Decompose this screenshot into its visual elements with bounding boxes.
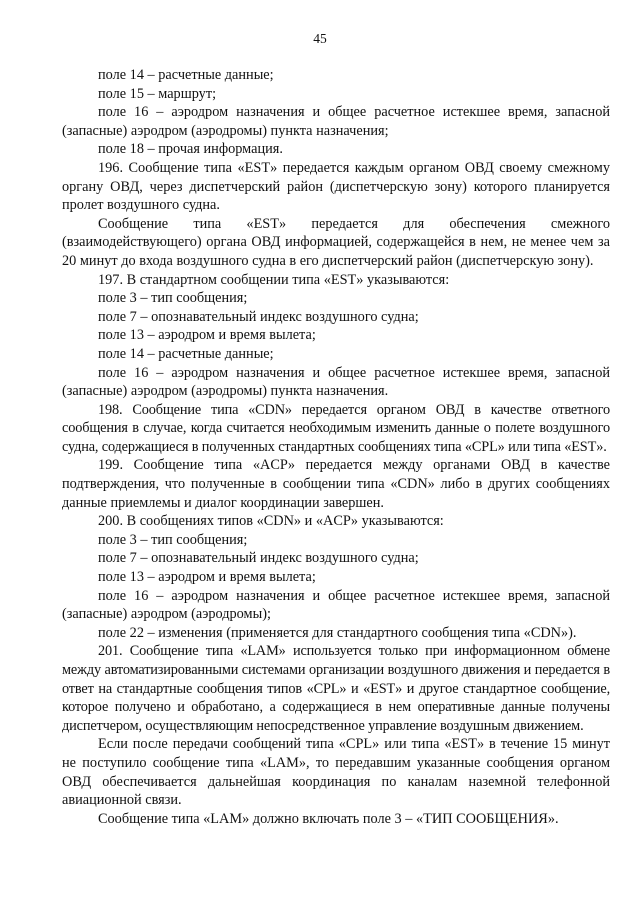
paragraph-200-field-16: поле 16 – аэродром назначения и общее расчетное истекшее время, запасной (запасные) аэродром (аэродромы); bbox=[62, 587, 610, 623]
paragraph-field-15: поле 15 – маршрут; bbox=[98, 85, 217, 102]
paragraph-197-field-16: поле 16 – аэродром назначения и общее расчетное истекшее время, запасной (запасные) аэродром (аэродромы) пункта назначения. bbox=[62, 364, 610, 400]
paragraph-201: 201. Сообщение типа «LAM» используется только при информационном обмене между автоматизированными системами организации воздушного движения и передается в ответ на стандартные сообщения типов «CPL» и «EST» и другое стандартное сообщение, которое получено и обработано, а содержащиеся в нем оперативные данные получены диспетчером, осуществляющим непосредственное управление воздушным движением. bbox=[62, 643, 610, 734]
paragraph-197: 197. В стандартном сообщении типа «EST» указываются: bbox=[98, 271, 450, 288]
paragraph-200-field-7: поле 7 – опознавательный индекс воздушного судна; bbox=[98, 550, 419, 567]
paragraph-199: 199. Сообщение типа «ACP» передается между органами ОВД в качестве подтверждения, что полученные в сообщении типа «CDN» либо в других сообщениях данные приемлемы и диалог координации завершен. bbox=[62, 457, 610, 511]
paragraph-200-field-13: поле 13 – аэродром и время вылета; bbox=[98, 569, 316, 586]
document-body bbox=[62, 66, 610, 828]
paragraph-field-14: поле 14 – расчетные данные; bbox=[98, 67, 274, 83]
paragraph-197-field-3: поле 3 – тип сообщения; bbox=[98, 290, 248, 307]
paragraph-est-timing: Сообщение типа «EST» передается для обеспечения смежного (взаимодействующего) органа ОВД информацией, содержащейся в нем, не менее чем за 20 минут до входа воздушного судна в его диспетчерский район (диспетчерскую зону). bbox=[62, 215, 610, 269]
paragraph-197-field-13: поле 13 – аэродром и время вылета; bbox=[98, 327, 316, 344]
paragraph-197-field-14: поле 14 – расчетные данные; bbox=[98, 345, 274, 362]
paragraph-field-16: поле 16 – аэродром назначения и общее расчетное истекшее время, запасной (запасные) аэродром (аэродромы) пункта назначения; bbox=[62, 104, 610, 139]
paragraph-lam-timeout: Если после передачи сообщений типа «CPL» или типа «EST» в течение 15 минут не поступило сообщение типа «LAM», то передавшим указанные сообщения органом ОВД обеспечивается дальнейшая координация по каналам наземной телефонной авиационной связи. bbox=[62, 736, 610, 809]
paragraph-196: 196. Сообщение типа «EST» передается каждым органом ОВД своему смежному органу ОВД, через диспетчерский район (диспетчерскую зону) которого планируется пролет воздушного судна. bbox=[62, 159, 610, 214]
paragraph-197-field-7: поле 7 – опознавательный индекс воздушного судна; bbox=[98, 308, 419, 325]
paragraph-field-18: поле 18 – прочая информация. bbox=[98, 141, 283, 158]
paragraph-200-field-3: поле 3 – тип сообщения; bbox=[98, 531, 248, 548]
paragraph-lam-field-3: Сообщение типа «LAM» должно включать поле 3 – «ТИП СООБЩЕНИЯ». bbox=[98, 810, 559, 827]
paragraph-200: 200. В сообщениях типов «CDN» и «ACP» указываются: bbox=[98, 513, 444, 530]
paragraph-198: 198. Сообщение типа «CDN» передается органом ОВД в качестве ответного сообщения в случае, когда считается необходимым изменить данные о полете воздушного судна, содержащиеся в полученных стандартных сообщениях типа «CPL» или типа «EST». bbox=[62, 401, 610, 455]
paragraph-200-field-22: поле 22 – изменения (применяется для стандартного сообщения типа «CDN»). bbox=[98, 624, 577, 641]
page-number: 45 bbox=[313, 31, 327, 46]
